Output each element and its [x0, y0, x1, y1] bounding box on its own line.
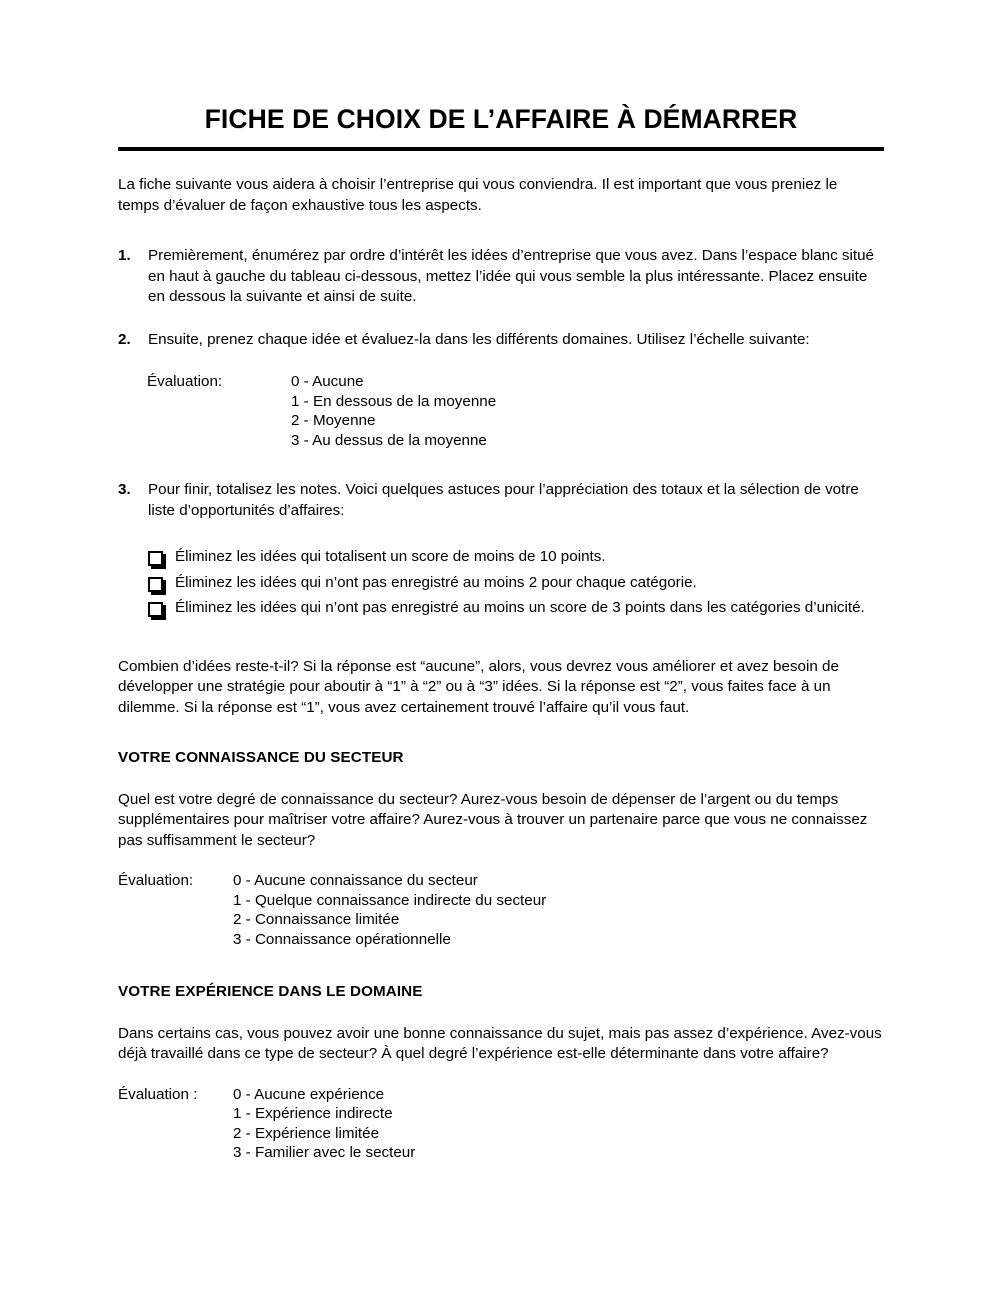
- step-number: 2.: [118, 330, 131, 348]
- step-number: 1.: [118, 247, 131, 265]
- section-heading-experience: VOTRE EXPÉRIENCE DANS LE DOMAINE: [118, 983, 423, 1001]
- evaluation-option: 1 - Expérience indirecte: [233, 1105, 393, 1123]
- evaluation-option: 3 - Au dessus de la moyenne: [291, 431, 487, 449]
- checklist-item-label: Éliminez les idées qui totalisent un score de moins de 10 points.: [175, 548, 606, 566]
- recap-paragraph: Combien d’idées reste-t-il? Si la réponse est “aucune”, alors, vous devrez vous améliorer et avez besoin de développer une stratégie pour aboutir à “1” à “2” ou à “3” idées. Si la réponse est “2”, vous faites face à un dilemme. Si la réponse est “1”, vous avez certainement trouvé l’affaire qu’il vous faut.: [118, 657, 839, 716]
- list-item: [148, 573, 884, 594]
- step-number: 3.: [118, 481, 131, 499]
- checkbox-icon[interactable]: [148, 573, 175, 594]
- evaluation-options: [291, 372, 496, 450]
- evaluation-options: [233, 1085, 415, 1163]
- section-body-connaissance: Quel est votre degré de connaissance du secteur? Aurez-vous besoin de dépenser de l’argent ou du temps supplémentaires pour maîtriser votre affaire? Aurez-vous à trouver un partenaire parce que vous ne connaissez pas suffisamment le secteur?: [118, 790, 868, 849]
- intro-paragraph: La fiche suivante vous aidera à choisir l’entreprise qui vous conviendra. Il est important que vous preniez le temps d’évaluer de façon exhaustive tous les aspects.: [118, 176, 838, 214]
- evaluation-option: 3 - Familier avec le secteur: [233, 1144, 416, 1162]
- section-heading-connaissance: VOTRE CONNAISSANCE DU SECTEUR: [118, 749, 404, 767]
- step-text: Pour finir, totalisez les notes. Voici quelques astuces pour l’appréciation des totaux et la sélection de votre liste d’opportunités d’affaires:: [148, 481, 859, 519]
- list-item: [118, 480, 884, 521]
- evaluation-option: 2 - Expérience limitée: [233, 1124, 380, 1142]
- step-text: Ensuite, prenez chaque idée et évaluez-la dans les différents domaines. Utilisez l’échelle suivante:: [148, 330, 810, 348]
- evaluation-options: [233, 871, 546, 949]
- title-divider: [118, 147, 884, 151]
- checkbox-icon[interactable]: [148, 598, 175, 619]
- evaluation-option: 0 - Aucune expérience: [233, 1085, 385, 1103]
- list-item: [118, 246, 884, 308]
- evaluation-option: 2 - Connaissance limitée: [233, 911, 400, 929]
- checkbox-icon[interactable]: [148, 547, 175, 568]
- evaluation-label: Évaluation:: [118, 872, 194, 890]
- list-item: [118, 330, 884, 351]
- checklist-item-label: Éliminez les idées qui n’ont pas enregistré au moins un score de 3 points dans les catégories d’unicité.: [175, 599, 865, 617]
- list-item: [148, 598, 884, 619]
- evaluation-option: 2 - Moyenne: [291, 412, 376, 430]
- evaluation-label: Évaluation :: [118, 1085, 198, 1103]
- section-body-experience: Dans certains cas, vous pouvez avoir une bonne connaissance du sujet, mais pas assez d’expérience. Avez-vous déjà travaillé dans ce type de secteur? À quel degré l’expérience est-elle déterminante dans votre affaire?: [118, 1024, 882, 1063]
- evaluation-option: 3 - Connaissance opérationnelle: [233, 930, 451, 948]
- evaluation-option: 1 - Quelque connaissance indirecte du secteur: [233, 891, 547, 909]
- evaluation-scale-connaissance: [118, 871, 884, 949]
- step-text: Premièrement, énumérez par ordre d’intérêt les idées d’entreprise que vous avez. Dans l’espace blanc situé en haut à gauche du tableau ci-dessous, mettez l’idée qui vous semble la plus intéressante. Placez ensuite en dessous la suivante et ainsi de suite.: [148, 247, 875, 306]
- evaluation-option: 0 - Aucune connaissance du secteur: [233, 872, 478, 890]
- evaluation-label: Évaluation:: [147, 373, 223, 391]
- evaluation-scale-general: [147, 372, 884, 450]
- list-item: [148, 547, 884, 568]
- evaluation-option: 1 - En dessous de la moyenne: [291, 392, 497, 410]
- checklist-item-label: Éliminez les idées qui n’ont pas enregistré au moins 2 pour chaque catégorie.: [175, 573, 697, 591]
- document-content: [118, 0, 884, 1163]
- numbered-steps-list: [118, 246, 884, 521]
- evaluation-scale-experience: [118, 1085, 884, 1163]
- evaluation-option: 0 - Aucune: [291, 373, 364, 391]
- checklist: [148, 547, 884, 619]
- page-title: FICHE DE CHOIX DE L’AFFAIRE À DÉMARRER: [204, 104, 798, 134]
